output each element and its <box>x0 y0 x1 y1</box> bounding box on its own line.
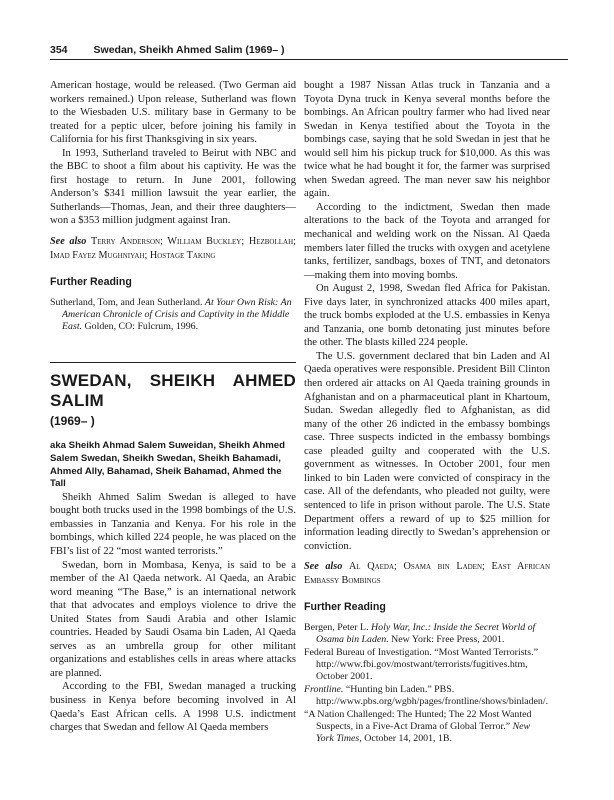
paragraph: Swedan, born in Mombasa, Kenya, is said to be a member of the Al Qaeda network. Al Qaeda, an Arabic word meaning “The Base,” is an international network that that advocates and employs violence to drive the United States from Saudi Arabia and other Islamic countries. Headed by Saudi Osama bin Laden, Al Qaeda serves as an umbrella group for other militant organizations and establishes cells in areas where attacks are planned. <box>50 559 296 679</box>
see-also-label: See also <box>304 561 343 573</box>
running-header <box>50 44 568 56</box>
reference-title: New York Times, <box>316 721 531 745</box>
reference-title: Frontline. <box>304 683 344 695</box>
see-also-label: See also <box>50 236 87 248</box>
reference <box>304 684 550 709</box>
entry-title: SWEDAN, SHEIKH AHMED SALIM <box>50 370 296 410</box>
reference <box>50 297 296 334</box>
paragraph: American hostage, would be released. (Two German aid workers remained.) Upon release, Sutherland was flown to the Wiesbaden U.S. military base in Germany to be treated for a peptic ulcer, before joining his family in California for his first Thanksgiving in six years. <box>50 80 296 146</box>
reference-author: Federal Bureau of Investigation. “Most Wanted Terrorists.” <box>304 646 538 658</box>
paragraph: According to the FBI, Swedan managed a trucking business in Kenya before becoming involved in Al Qaeda’s East African cells. A 1998 U.S. indictment charges that Swedan and fellow Al Qaeda members <box>50 681 296 734</box>
reference-author: Bergen, Peter L. <box>304 621 369 633</box>
reference-publisher: October 14, 2001, 1B. <box>364 733 452 745</box>
see-also <box>50 235 296 262</box>
reference <box>304 647 550 684</box>
header-rule <box>50 59 568 60</box>
reference-publisher: New York: Free Press, 2001. <box>391 634 505 646</box>
reference <box>304 709 550 746</box>
reference <box>304 622 550 647</box>
entry-rule <box>50 362 296 363</box>
paragraph: bought a 1987 Nissan Atlas truck in Tanzania and a Toyota Dyna truck in Kenya several months before the bombings. An African poultry farmer who had lived near Swedan in Kenya testified about the Toyota in the bombings case, saying that he sold Swedan in jest that he would sell him his pickup truck for $10,000. As this was twice what he had bought it for, the farmer was surprised when Swedan agreed. The man never saw his neighbor again. <box>304 80 550 200</box>
page-number: 354 <box>50 44 68 56</box>
left-column <box>50 79 296 735</box>
reference-author: “A Nation Challenged: The Hunted; The 22 Most Wanted Suspects, in a Five-Act Drama of Global Terror.” <box>304 708 532 733</box>
reference-url: “Hunting bin Laden.” PBS. http://www.pbs.org/wgbh/pages/frontline/shows/binladen/. <box>316 683 549 708</box>
entry-dates: (1969– ) <box>50 413 95 428</box>
reference-url: http://www.fbi.gov/mostwant/terrorists/fugitives.htm, October 2001. <box>316 659 528 683</box>
right-column <box>304 79 550 746</box>
further-reading-heading: Further Reading <box>50 276 132 289</box>
paragraph: According to the indictment, Swedan then made alterations to the back of the Toyota and arranged for mechanical and welding work on the Nissan. Al Qaeda members later filled the trucks with oxygen and acetylene tanks, fertilizer, sandbags, boxes of TNT, and detonators—making them into moving bombs. <box>304 201 550 281</box>
paragraph: In 1993, Sutherland traveled to Beirut with NBC and the BBC to shoot a film about his captivity. He was the first hostage to return. In June 2001, following Anderson’s $341 million lawsuit the year earlier, the Sutherlands—Thomas, Jean, and their three daughters—won a $353 million judgment against Iran. <box>50 147 296 227</box>
running-title: Swedan, Sheikh Ahmed Salim (1969– ) <box>93 44 285 56</box>
see-also-links: Al Qaeda; Osama bin Laden; East African Embassy Bombings <box>304 561 551 586</box>
reference-author: Sutherland, Tom, and Jean Sutherland. <box>50 296 203 308</box>
reference-title: Holy War, Inc.: Inside the Secret World of Osama bin Laden. <box>316 621 536 646</box>
see-also-links: Terry Anderson; William Buckley; Hezbollah; Imad Fayez Mughniyah; Hostage Taking <box>50 236 296 261</box>
paragraph: Sheikh Ahmed Salim Swedan is alleged to have bought both trucks used in the 1998 bombings of the U.S. embassies in Tanzania and Kenya. For his role in the bombings, which killed 224 people, he was placed on the FBI’s list of 22 “most wanted terrorists.” <box>50 491 296 557</box>
aka-names: aka Sheikh Ahmad Salem Suweidan, Sheikh Ahmed Salem Swedan, Sheikh Swedan, Sheikh Bahamadi, Ahmed Ally, Bahamad, Sheik Bahamad, Ahmed the Tall <box>50 440 285 490</box>
paragraph: On August 2, 1998, Swedan fled Africa for Pakistan. Five days later, in synchronized attacks 400 miles apart, the truck bombs exploded at the U.S. embassies in Kenya and Tanzania, one bomb detonating just minutes before the other. The blasts killed 224 people. <box>304 283 550 349</box>
paragraph: The U.S. government declared that bin Laden and Al Qaeda operatives were responsible. President Bill Clinton then ordered air attacks on Al Qaeda training grounds in Afghanistan and on a pharmaceutical plant in Khartoum, Sudan. Swedan allegedly fled to Afghanistan, as did many of the other 26 indicted in the embassy bombings case. Three suspects indicted in the embassy bombings case pleaded guilty and cooperated with the U.S. government as witnesses. In October 2001, four men linked to bin Laden were convicted of conspiracy in the case. All of the defendants, who pleaded not guilty, were sentenced to life in prison without parole. The U.S. State Department offers a reward of up to $25 million for information leading directly to Swedan’s apprehension or conviction. <box>304 350 550 552</box>
further-reading-heading: Further Reading <box>304 601 386 614</box>
reference-title: At Your Own Risk: An American Chronicle of Crisis and Captivity in the Middle East. <box>62 296 292 333</box>
see-also <box>304 560 550 587</box>
reference-publisher: Golden, CO: Fulcrum, 1996. <box>84 321 199 333</box>
